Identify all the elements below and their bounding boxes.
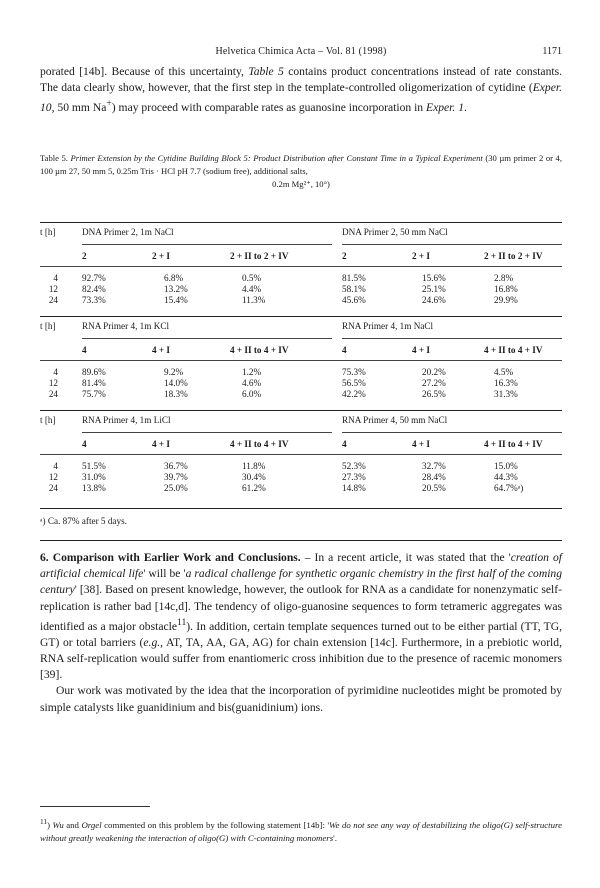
table-cell: 73.3% [82,295,106,306]
quote: a radical challenge for synthetic organic chemistry in the first half of the coming century [40,567,563,597]
table-footnote: ᵃ) Ca. 87% after 5 days. [40,516,127,526]
table-rule [342,338,562,339]
column-header: 4 + I [412,439,430,449]
column-header: 4 [342,345,347,355]
table-rule [40,454,562,455]
column-header: 2 [82,251,87,261]
table-cell: 31.0% [82,472,106,483]
footnote-rule [40,806,150,807]
page-footnote: $^{11}$) Wu and Orgel commented on this problem by the following statement [14b]: 'We do not see any way of destabilizing the oligo(G) self-structure without greatly weakening the interaction of oligo(G) with C-containing monomers'. [40,817,562,843]
intro-text: . [464,100,467,114]
table-cell: 42.2% [342,389,366,400]
table-cell: 16.3% [494,378,518,389]
table-cell: 28.4% [422,472,446,483]
column-header: 2 + I [412,251,430,261]
body-text: ' will be ' [143,567,186,581]
column-header: 4 + II to 4 + IV [230,345,289,355]
footnote-text: commented on this problem by the following statement [14b]: ' [101,819,330,830]
table-row-hours: 12 [48,378,58,389]
table-cell: 92.7% [82,273,106,283]
table-row-hours: 12 [48,284,58,295]
column-header: 2 + I [152,251,170,261]
table-cell: 56.5% [342,378,366,389]
table-cell: 11.3% [242,295,266,306]
table-cell: 26.5% [422,389,446,400]
table-cell: 0.5% [242,273,262,283]
intro-text: 50 mm Na [54,100,107,114]
column-header: 2 + II to 2 + IV [230,251,289,261]
data-table [40,0,562,888]
table-cell: 31.3% [494,389,518,400]
table-cell: 15.0% [494,461,518,471]
footnote-mark: 11 [176,616,187,628]
table-cell: 20.2% [422,367,446,377]
body-text: – In a recent article, it was stated that the ' [300,551,511,564]
table-rule [40,540,562,541]
column-header: 4 + II to 4 + IV [484,345,543,355]
table-cell: 24.6% [422,295,446,306]
table-rule [82,432,332,433]
table-row-hours: 24 [48,295,58,306]
table-rule [82,244,332,245]
footnote-mark: 11 [40,817,48,826]
body-text: , AT, TA, AA, GA, AG) for chain extension [14c]. Furthermore, in a prebiotic world, RNA self-replication would suffer from enantiomeric cross inhibition due to the presence of racemic monomers [39]. [40,635,562,682]
table-cell: 75.3% [342,367,366,377]
column-header: 4 + II to 4 + IV [230,439,289,449]
group-title-right: RNA Primer 4, 1m NaCl [342,321,434,331]
table-cell: 6.8% [164,273,184,283]
superscript: + [106,98,112,109]
t-hours-label: t [h] [40,227,56,237]
footnote-quote: We do not see any way of destabilizing the oligo(G) self-structure without greatly weakening the interaction of oligo(G) with C-containing monomers [40,819,562,843]
journal-title: Helvetica Chimica Acta – Vol. 81 (1998) [215,46,387,57]
table-cell: 20.5% [422,483,446,494]
abbreviation: e.g. [143,635,161,649]
table-cell: 27.2% [422,378,446,389]
table-cell: 30.4% [242,472,266,483]
table-cell: 4.4% [242,284,262,295]
column-header: 4 [82,439,87,449]
group-title-right: RNA Primer 4, 50 mm NaCl [342,415,448,425]
table-row-hours: 4 [53,367,58,377]
table-rule [40,266,562,267]
table-reference: Table 5 [248,65,284,78]
table-cell: 13.2% [164,284,188,295]
table-cell: 25.0% [164,483,188,494]
column-header: 4 + I [412,345,430,355]
table-cell: 27.3% [342,472,366,483]
column-header: 4 [342,439,347,449]
table-rule [40,316,562,317]
table-row-hours: 24 [48,389,58,400]
group-title-left: RNA Primer 4, 1m LiCl [82,415,171,425]
intro-text: porated [14b]. Because of this uncertainty, [40,65,249,78]
table-conditions: (30 µm primer 2 or 4, 100 µm 27, 50 mm 5, 0.25m Tris · HCl pH 7.7 (sodium free), additional salts, [40,153,562,176]
table-label: Table 5. [40,153,68,163]
t-hours-label: t [h] [40,321,56,331]
page-number: 1171 [542,46,562,57]
table-rule [40,360,562,361]
section-heading: 6. Comparison with Earlier Work and Conclusions. [40,551,301,564]
quote: creation of artificial chemical life [40,551,562,581]
footnote-text: '. [333,832,337,843]
table-cell: 36.7% [164,461,188,471]
table-cell: 32.7% [422,461,446,471]
intro-text: ) may proceed with comparable rates as guanosine incorporation in [111,100,427,114]
table-cell: 1.2% [242,367,262,377]
experiment-reference: Exper. 10, [40,81,562,114]
table-cell: 89.6% [82,367,106,377]
table-rule [40,508,562,509]
table-rule [82,338,332,339]
table-cell: 29.9% [494,295,518,306]
table-rule [342,432,562,433]
group-title-right: DNA Primer 2, 50 mm NaCl [342,227,448,237]
table-conditions-line2: 0.2m Mg²⁺, 10°) [272,179,330,189]
experiment-reference: Exper. 1 [426,100,465,114]
table-cell: 58.1% [342,284,366,295]
table-cell: 75.7% [82,389,106,400]
table-cell: 16.8% [494,284,518,295]
table-cell: 15.4% [164,295,188,306]
table-cell: 4.5% [494,367,514,377]
table-row-hours: 24 [48,483,58,494]
table-cell: 25.1% [422,284,446,295]
table-cell: 64.7%ᵃ) [494,483,524,494]
table-cell: 44.3% [494,472,518,483]
table-rule [40,410,562,411]
body-text: ' [38]. Based on present knowledge, however, the outlook for RNA as a candidate for nonenzymatic self-replication is rather bad [14c,d]. The tendency of oligo-guanosine sequences to form tetrameric aggregates was identified as a major obstacle [40,583,562,633]
footnote-text: and [63,819,82,830]
conclusions-section [40,550,562,716]
table-cell: 6.0% [242,389,262,400]
column-header: 4 [82,345,87,355]
column-header: 4 + I [152,345,170,355]
table-rule [342,244,562,245]
table-cell: 61.2% [242,483,266,494]
group-title-left: DNA Primer 2, 1m NaCl [82,227,174,237]
table-cell: 13.8% [82,483,106,494]
table-cell: 39.7% [164,472,188,483]
table-rule [40,222,562,223]
table-cell: 51.5% [82,461,106,471]
table-row-hours: 12 [48,472,58,483]
column-header: 2 + II to 2 + IV [484,251,543,261]
table-cell: 81.5% [342,273,366,283]
table-cell: 45.6% [342,295,366,306]
table-cell: 15.6% [422,273,446,283]
column-header: 4 + I [152,439,170,449]
column-header: 2 [342,251,347,261]
table-row-hours: 4 [53,273,58,283]
table-cell: 2.8% [494,273,514,283]
table-cell: 81.4% [82,378,106,389]
table-cell: 18.3% [164,389,188,400]
intro-text: contains product concentrations instead of rate constants. The data clearly show, however, that the first step in the template-controlled oligomerization of cytidine ( [40,65,562,94]
column-header: 4 + II to 4 + IV [484,439,543,449]
table-title: Primer Extension by the Cytidine Building Block 5: Product Distribution after Constant Time in a Typical Experiment [70,153,483,163]
table-cell: 9.2% [164,367,184,377]
table-cell: 14.0% [164,378,188,389]
group-title-left: RNA Primer 4, 1m KCl [82,321,170,331]
table-cell: 14.8% [342,483,366,494]
author: Wu [52,819,64,830]
t-hours-label: t [h] [40,415,56,425]
body-text: ). In addition, certain template sequences turned out to be either partial (TT, TG, GT) or total barriers ( [40,619,562,649]
author: Orgel [81,819,102,830]
table-row-hours: 4 [53,461,58,471]
table-cell: 4.6% [242,378,262,389]
paragraph-2: Our work was motivated by the idea that the incorporation of pyrimidine nucleotides might be promoted by simple catalysts like guanidinium and bis(guanidinium) ions. [40,684,562,714]
table-cell: 11.8% [242,461,266,471]
table-cell: 82.4% [82,284,106,295]
table-cell: 52.3% [342,461,366,471]
